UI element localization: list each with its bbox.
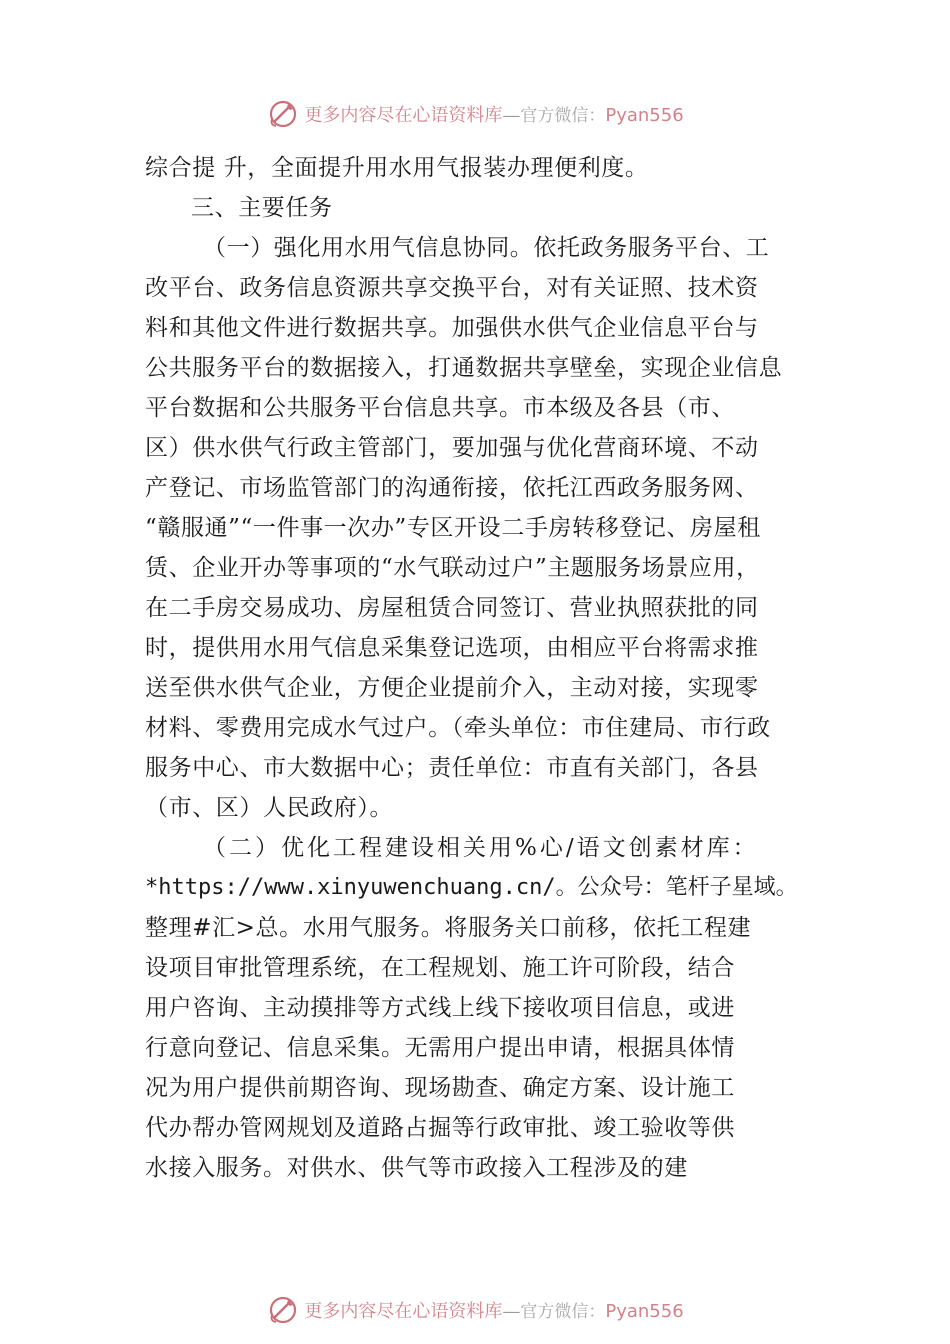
paragraph-line: 用户咨询、主动摸排等方式线上线下接收项目信息，或进 <box>145 995 735 1021</box>
watermark-footer <box>0 1290 950 1330</box>
paragraph-line: 赁、企业开办等事项的“水气联动过户”主题服务场景应用， <box>145 555 760 581</box>
watermark-wechat-id: Pyan556 <box>605 105 684 126</box>
subsection-heading: （二）优化工程建设相关用%心/语文创素材库： <box>203 835 759 861</box>
watermark-text <box>304 101 683 127</box>
watermark-wechat-label: 官方微信： <box>520 1302 606 1322</box>
document-body <box>145 148 825 1188</box>
watermark-dash: — <box>502 105 521 126</box>
paragraph-line: 产登记、市场监管部门的沟通衔接，依托江西政务服务网、 <box>145 475 759 501</box>
paragraph-line: 材料、零费用完成水气过户。（牵头单位：市住建局、市行政 <box>145 715 771 741</box>
paragraph-line: 公共服务平台的数据接入，打通数据共享壁垒，实现企业信息 <box>145 355 783 381</box>
watermark-site: 更多内容尽在心语资料库 <box>304 105 503 126</box>
paragraph-line: “赣服通”“一件事一次办”专区开设二手房转移登记、房屋租 <box>145 515 761 541</box>
paragraph-line: 综合提 升，全面提升用水用气报装办理便利度。 <box>145 155 649 181</box>
paragraph-line: 设项目审批管理系统，在工程规划、施工许可阶段，结合 <box>145 955 735 981</box>
paragraph-line: 行意向登记、信息采集。无需用户提出申请，根据具体情 <box>145 1035 735 1061</box>
paragraph-line: 送至供水供气企业，方便企业提前介入，主动对接，实现零 <box>145 675 759 701</box>
paragraph-line: 改平台、政务信息资源共享交换平台，对有关证照、技术资 <box>145 275 759 301</box>
watermark-wechat-label: 官方微信： <box>520 106 606 126</box>
section-heading: 三、主要任务 <box>191 195 333 221</box>
paragraph-line-url: *https://www.xinyuwenchuang.cn/。公众号：笔杆子星域。 <box>145 875 798 900</box>
pen-swirl-logo-icon <box>266 1293 300 1327</box>
paragraph-line: （市、区）人民政府）。 <box>145 795 394 821</box>
paragraph-line: 服务中心、市大数据中心；责任单位：市直有关部门，各县 <box>145 755 759 781</box>
paragraph-line: 整理#汇>总。水用气服务。将服务关口前移，依托工程建 <box>145 915 752 941</box>
paragraph-line: （一）强化用水用气信息协同。依托政务服务平台、工 <box>203 235 770 261</box>
watermark-wechat-id: Pyan556 <box>605 1301 684 1322</box>
watermark-header <box>0 94 950 134</box>
paragraph-line: 料和其他文件进行数据共享。加强供水供气企业信息平台与 <box>145 315 759 341</box>
paragraph-line: 区）供水供气行政主管部门，要加强与优化营商环境、不动 <box>145 435 759 461</box>
paragraph-line: 代办帮办管网规划及道路占掘等行政审批、竣工验收等供 <box>145 1115 735 1141</box>
pen-swirl-logo-icon <box>266 97 300 131</box>
paragraph-line: 平台数据和公共服务平台信息共享。市本级及各县（市、 <box>145 395 735 421</box>
paragraph-line: 时，提供用水用气信息采集登记选项，由相应平台将需求推 <box>145 635 759 661</box>
paragraph-line: 在二手房交易成功、房屋租赁合同签订、营业执照获批的同 <box>145 595 759 621</box>
paragraph-line: 水接入服务。对供水、供气等市政接入工程涉及的建 <box>145 1155 688 1181</box>
watermark-text <box>304 1297 683 1323</box>
watermark-site: 更多内容尽在心语资料库 <box>304 1301 503 1322</box>
paragraph-line: 况为用户提供前期咨询、现场勘查、确定方案、设计施工 <box>145 1075 735 1101</box>
watermark-dash: — <box>502 1301 521 1322</box>
